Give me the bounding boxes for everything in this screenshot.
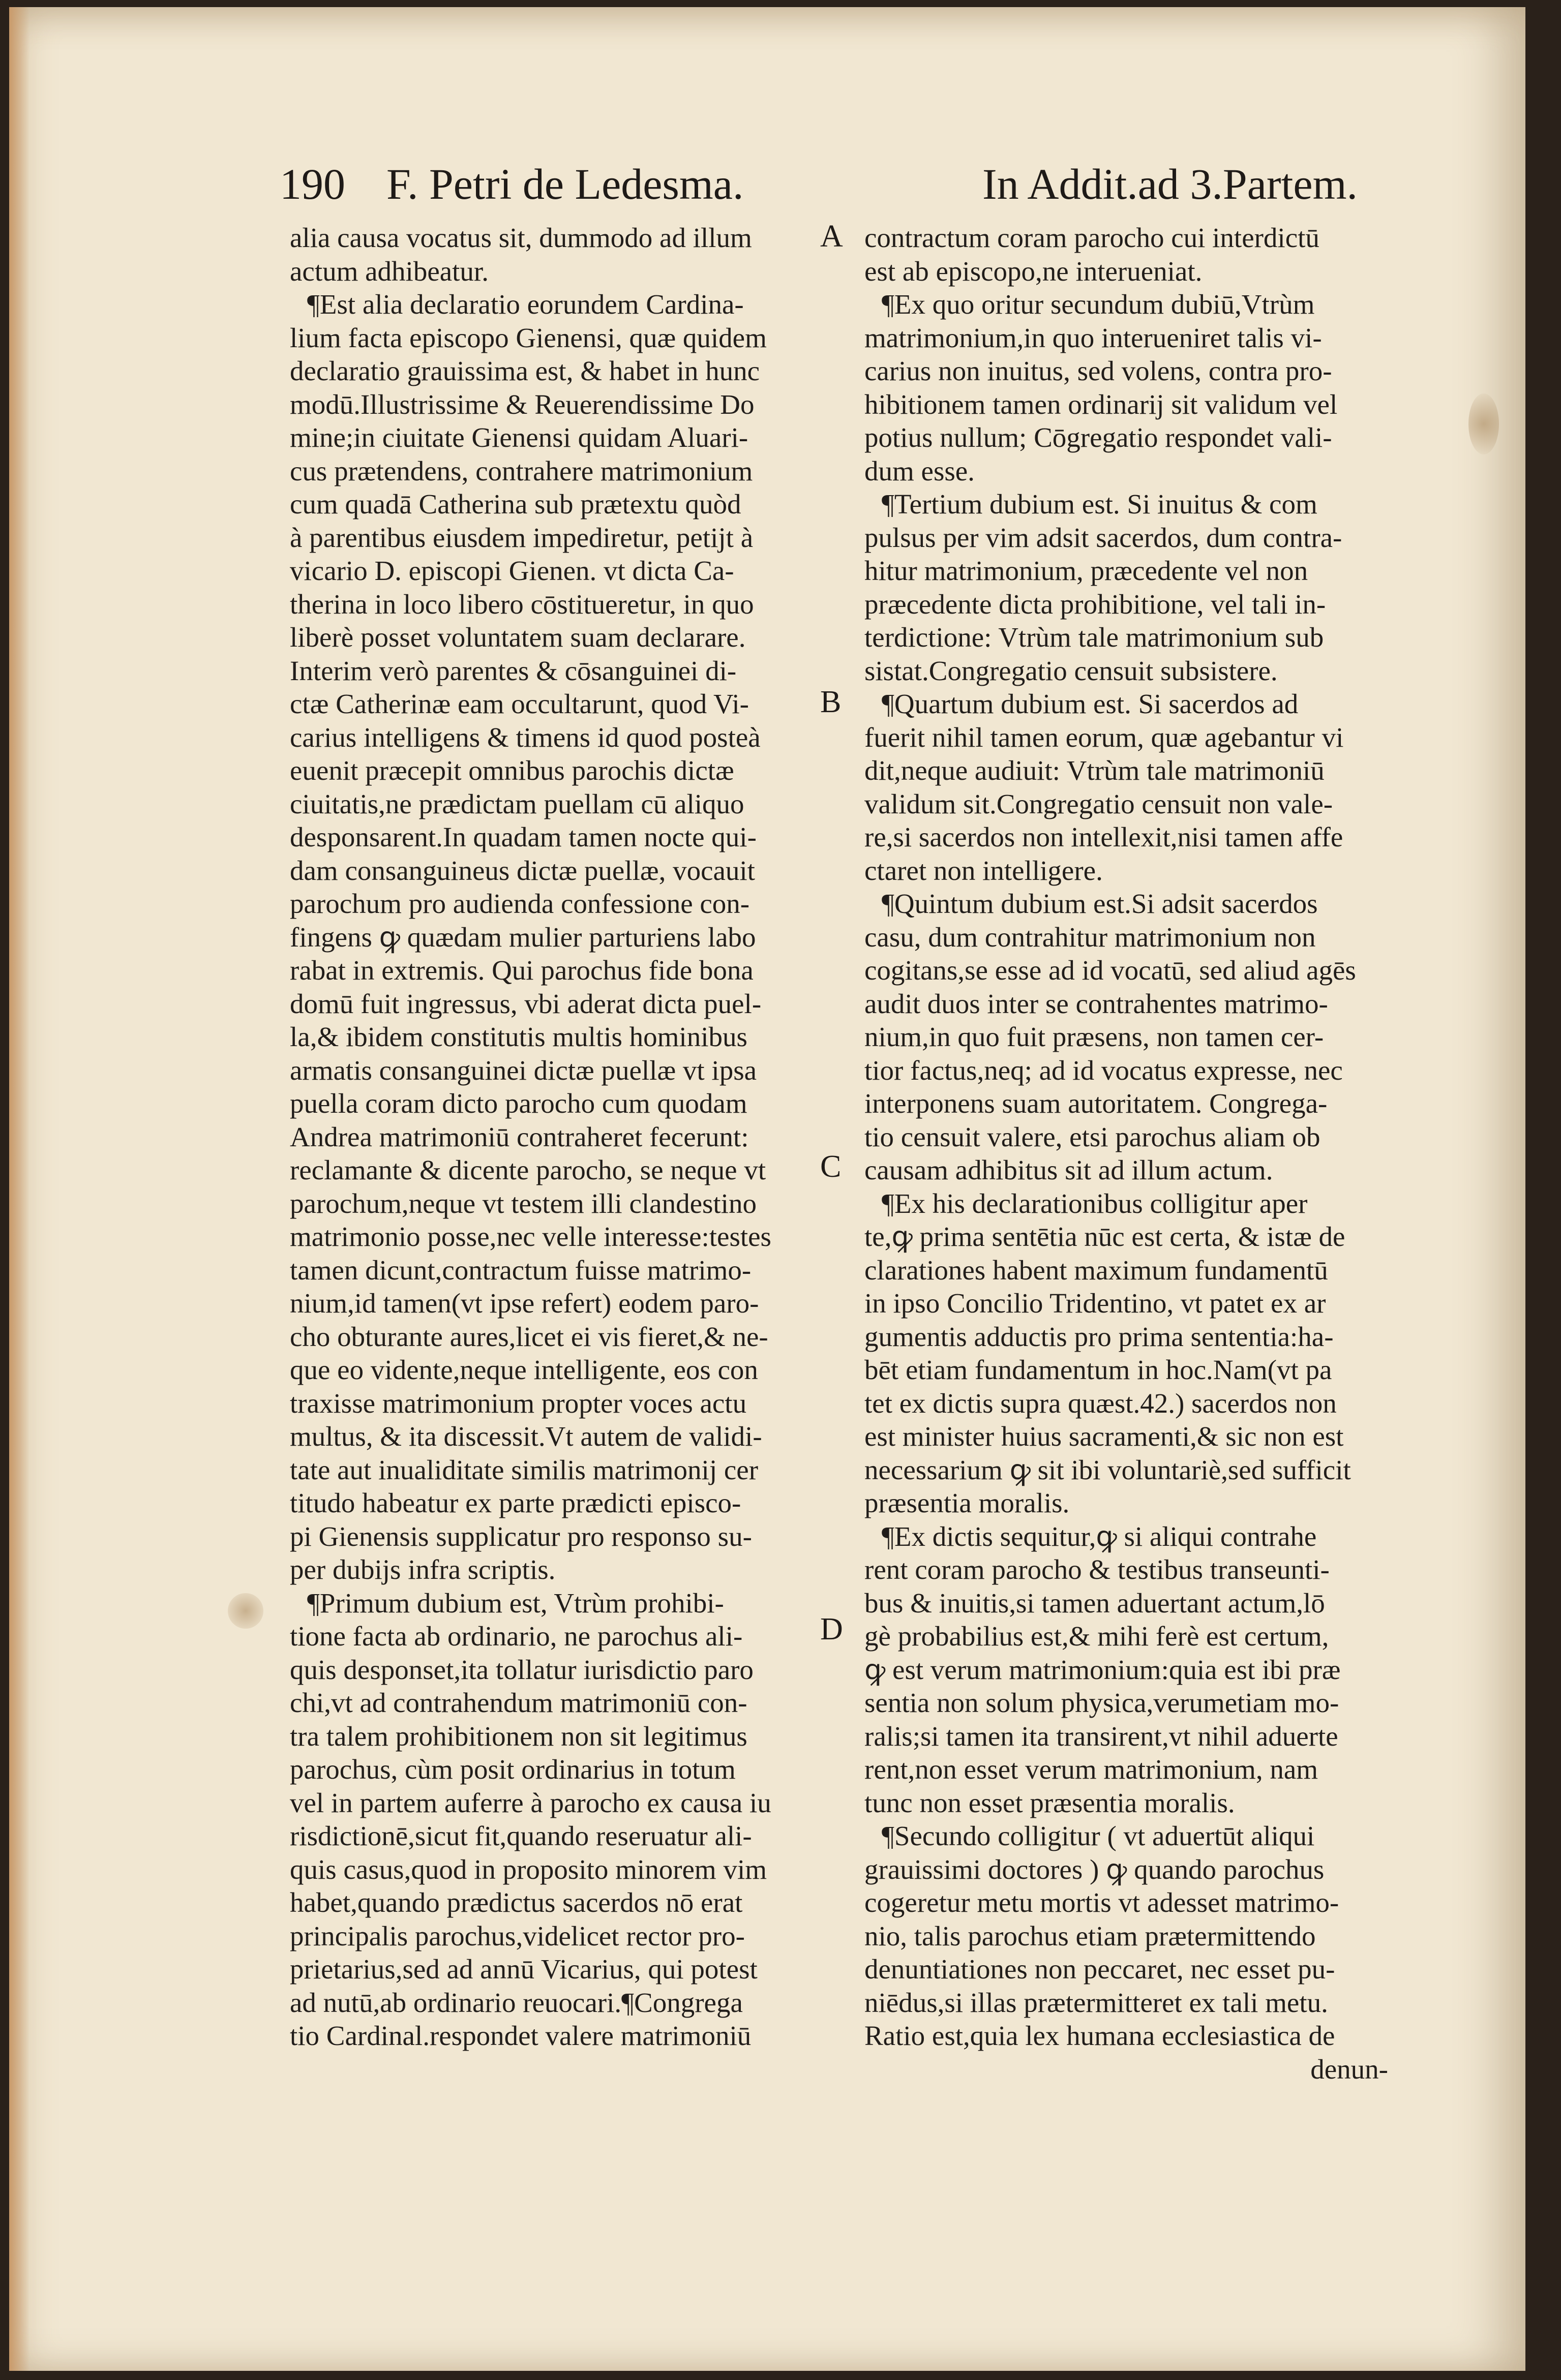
text-line: pi Gienensis supplicatur pro responso su-: [290, 1520, 752, 1552]
text-line: ¶Ex dictis sequitur,ꝙ si aliqui contrahe: [882, 1520, 1317, 1552]
folio-number: 190: [280, 160, 345, 208]
text-line: contractum coram parocho cui interdictū: [864, 222, 1319, 253]
text-line: cum quadā Catherina sub prætextu quòd: [290, 489, 741, 520]
text-line: matrimonio posse,nec velle interesse:testes: [290, 1221, 771, 1252]
text-line: ¶Est alia declaratio eorundem Cardina-: [307, 289, 744, 320]
text-line: bus & inuitis,si tamen aduertant actum,lō: [864, 1587, 1325, 1619]
text-line: chi,vt ad contrahendum matrimoniū con-: [290, 1687, 747, 1718]
margin-mark-b: B: [820, 685, 842, 719]
text-line: quis casus,quod in proposito minorem vim: [290, 1853, 767, 1885]
text-line: Andrea matrimoniū contraheret fecerunt:: [290, 1121, 749, 1152]
text-line: euenit præcepit omnibus parochis dictæ: [290, 755, 734, 786]
text-line: pulsus per vim adsit sacerdos, dum contra-: [864, 522, 1342, 553]
text-line: traxisse matrimonium propter voces actu: [290, 1387, 747, 1419]
text-line: grauissimi doctores ) ꝙ quando parochus: [864, 1853, 1325, 1885]
text-line: parochus, cùm posit ordinarius in totum: [290, 1754, 736, 1785]
text-line: cogeretur metu mortis vt adesset matrimo-: [864, 1887, 1339, 1918]
text-line: tior factus,neq; ad id vocatus expresse, nec: [864, 1054, 1343, 1086]
text-line: tamen dicunt,contractum fuisse matrimo-: [290, 1254, 752, 1286]
text-line: niēdus,si illas prætermitteret ex tali metu.: [864, 1987, 1328, 2018]
text-line: potius nullum; Cōgregatio respondet vali-: [864, 422, 1332, 453]
text-line: ¶Ex his declarationibus colligitur aper: [882, 1187, 1308, 1219]
text-line: tate aut inualiditate similis matrimonij cer: [290, 1454, 759, 1485]
text-line: tet ex dictis supra quæst.42.) sacerdos non: [864, 1387, 1337, 1419]
text-line: rent,non esset verum matrimonium, nam: [864, 1754, 1318, 1785]
text-line: hitur matrimonium, præcedente vel non: [864, 555, 1308, 586]
text-line: à parentibus eiusdem impediretur, petijt à: [290, 522, 754, 553]
text-line: armatis consanguinei dictæ puellæ vt ipsa: [290, 1054, 757, 1086]
text-line: tra talem prohibitionem non sit legitimus: [290, 1720, 747, 1752]
text-line: carius non inuitus, sed volens, contra pro-: [864, 355, 1332, 386]
text-line: ctaret non intelligere.: [864, 855, 1103, 886]
text-line: nio, talis parochus etiam prætermittendo: [864, 1920, 1316, 1951]
text-line: rabat in extremis. Qui parochus fide bona: [290, 955, 754, 986]
text-line: habet,quando prædictus sacerdos nō erat: [290, 1887, 743, 1918]
text-line: fuerit nihil tamen eorum, quæ agebantur vi: [864, 721, 1344, 753]
text-line: reclamante & dicente parocho, se neque vt: [290, 1154, 766, 1185]
text-line: gè probabilius est,& mihi ferè est certum,: [864, 1621, 1329, 1652]
text-line: sistat.Congregatio censuit subsistere.: [864, 655, 1278, 686]
text-line: Interim verò parentes & cōsanguinei di-: [290, 655, 737, 686]
text-line: cus prætendens, contrahere matrimonium: [290, 455, 753, 486]
text-line: ¶Quartum dubium est. Si sacerdos ad: [882, 688, 1299, 719]
text-line: domū fuit ingressus, vbi aderat dicta puel-: [290, 988, 762, 1019]
text-line: desponsarent.In quadam tamen nocte qui-: [290, 821, 757, 852]
text-line: cho obturante aures,licet ei vis fieret,& ne-: [290, 1321, 768, 1352]
text-line: clarationes habent maximum fundamentū: [864, 1254, 1328, 1286]
text-line: dum esse.: [864, 455, 975, 486]
text-line: sentia non solum physica,verumetiam mo-: [864, 1687, 1339, 1718]
text-line: audit duos inter se contrahentes matrimo-: [864, 988, 1328, 1019]
text-line: dit,neque audiuit: Vtrùm tale matrimoniū: [864, 755, 1325, 786]
running-head-left: F. Petri de Ledesma.: [386, 160, 744, 208]
text-line: ¶Tertium dubium est. Si inuitus & com: [882, 489, 1317, 520]
text-line: risdictionē,sicut fit,quando reseruatur ali-: [290, 1820, 752, 1851]
margin-mark-c: C: [820, 1149, 842, 1184]
text-line: fingens ꝙ quædam mulier parturiens labo: [290, 921, 756, 953]
text-line: per dubijs infra scriptis.: [290, 1554, 556, 1585]
text-line: Ratio est,quia lex humana ecclesiastica de: [864, 2020, 1335, 2051]
text-line: titudo habeatur ex parte prædicti episco-: [290, 1487, 741, 1518]
text-line: ctæ Catherinæ eam occultarunt, quod Vi-: [290, 688, 749, 719]
text-line: ¶Quintum dubium est.Si adsit sacerdos: [882, 888, 1318, 919]
text-line: matrimonium,in quo interueniret talis vi-: [864, 322, 1322, 353]
text-line: re,si sacerdos non intellexit,nisi tamen affe: [864, 821, 1343, 852]
text-line: gumentis adductis pro prima sententia:ha-: [864, 1321, 1334, 1352]
text-line: therina in loco libero cōstitueretur, in quo: [290, 588, 754, 620]
text-line: ciuitatis,ne prædictam puellam cū aliquo: [290, 788, 744, 819]
page-edge: [9, 7, 29, 2371]
text-line: alia causa vocatus sit, dummodo ad illum: [290, 222, 752, 253]
text-line: la,& ibidem constitutis multis hominibus: [290, 1021, 747, 1052]
text-line: præsentia moralis.: [864, 1487, 1070, 1518]
text-line: liberè posset voluntatem suam declarare.: [290, 622, 746, 653]
text-line: bēt etiam fundamentum in hoc.Nam(vt pa: [864, 1354, 1332, 1385]
text-line: validum sit.Congregatio censuit non vale-: [864, 788, 1333, 819]
text-line: est minister huius sacramenti,& sic non est: [864, 1421, 1344, 1452]
text-line: causam adhibitus sit ad illum actum.: [864, 1154, 1273, 1185]
margin-mark-a: A: [820, 219, 843, 254]
text-line: in ipso Concilio Tridentino, vt patet ex ar: [864, 1288, 1326, 1319]
text-line: parochum,neque vt testem illi clandestino: [290, 1187, 757, 1219]
page-header: [280, 152, 1358, 219]
text-line: ꝙ est verum matrimonium:quia est ibi præ: [864, 1654, 1341, 1685]
right-column: [864, 221, 1388, 2086]
left-column: [290, 221, 808, 2053]
text-line: ¶Ex quo oritur secundum dubiū,Vtrùm: [882, 289, 1315, 320]
text-line: necessarium ꝙ sit ibi voluntariè,sed sufficit: [864, 1454, 1351, 1485]
margin-mark-d: D: [820, 1612, 843, 1646]
text-line: ad nutū,ab ordinario reuocari.¶Congrega: [290, 1987, 743, 2018]
text-line: vicario D. episcopi Gienen. vt dicta Ca-: [290, 555, 734, 586]
text-line: modū.Illustrissime & Reuerendissime Do: [290, 388, 755, 420]
text-line: est ab episcopo,ne interueniat.: [864, 255, 1203, 287]
text-line: cogitans,se esse ad id vocatū, sed aliud agēs: [864, 955, 1356, 986]
text-line: ¶Secundo colligitur ( vt aduertūt aliqui: [882, 1820, 1315, 1851]
text-line: ¶Primum dubium est, Vtrùm prohibi-: [307, 1587, 724, 1619]
text-line: nium,in quo fuit præsens, non tamen cer-: [864, 1021, 1324, 1052]
text-line: terdictione: Vtrùm tale matrimonium sub: [864, 622, 1324, 653]
running-head-right: In Addit.ad 3.Partem.: [982, 160, 1358, 208]
text-line: prietarius,sed ad annū Vicarius, qui potest: [290, 1954, 758, 1985]
text-line: declaratio grauissima est, & habet in hunc: [290, 355, 760, 386]
text-line: tione facta ab ordinario, ne parochus ali-: [290, 1621, 743, 1652]
text-line: casu, dum contrahitur matrimonium non: [864, 921, 1316, 953]
text-line: que eo vidente,neque intelligente, eos con: [290, 1354, 758, 1385]
text-line: dam consanguineus dictæ puellæ, vocauit: [290, 855, 755, 886]
text-line: interponens suam autoritatem. Congrega-: [864, 1088, 1328, 1119]
text-line: te,ꝙ prima sentētia nūc est certa, & istæ de: [864, 1221, 1345, 1252]
text-line: præcedente dicta prohibitione, vel tali in-: [864, 588, 1326, 620]
text-line: tio Cardinal.respondet valere matrimoniū: [290, 2020, 752, 2051]
text-line: multus, & ita discessit.Vt autem de validi-: [290, 1421, 762, 1452]
text-line: hibitionem tamen ordinarij sit validum vel: [864, 388, 1338, 420]
text-line: lium facta episcopo Gienensi, quæ quidem: [290, 322, 767, 353]
text-line: carius intelligens & timens id quod posteà: [290, 721, 761, 753]
text-line: rent coram parocho & testibus transeunti-: [864, 1554, 1330, 1585]
text-line: denuntiationes non peccaret, nec esset pu-: [864, 1954, 1335, 1985]
text-line: tunc non esset præsentia moralis.: [864, 1787, 1235, 1818]
paper-stain: [228, 1593, 263, 1629]
text-line: mine;in ciuitate Gienensi quidam Aluari-: [290, 422, 748, 453]
text-line: quis desponset,ita tollatur iurisdictio paro: [290, 1654, 754, 1685]
text-line: tio censuit valere, etsi parochus aliam ob: [864, 1121, 1320, 1152]
text-line: vel in partem auferre à parocho ex causa iu: [290, 1787, 771, 1818]
text-line: denun-: [1310, 2053, 1388, 2085]
text-line: ralis;si tamen ita transirent,vt nihil aduerte: [864, 1720, 1338, 1752]
text-line: parochum pro audienda confessione con-: [290, 888, 750, 919]
text-line: puella coram dicto parocho cum quodam: [290, 1088, 747, 1119]
text-line: nium,id tamen(vt ipse refert) eodem paro-: [290, 1288, 759, 1319]
text-line: actum adhibeatur.: [290, 255, 489, 287]
text-line: principalis parochus,videlicet rector pro-: [290, 1920, 745, 1951]
paper-stain: [1468, 393, 1499, 454]
